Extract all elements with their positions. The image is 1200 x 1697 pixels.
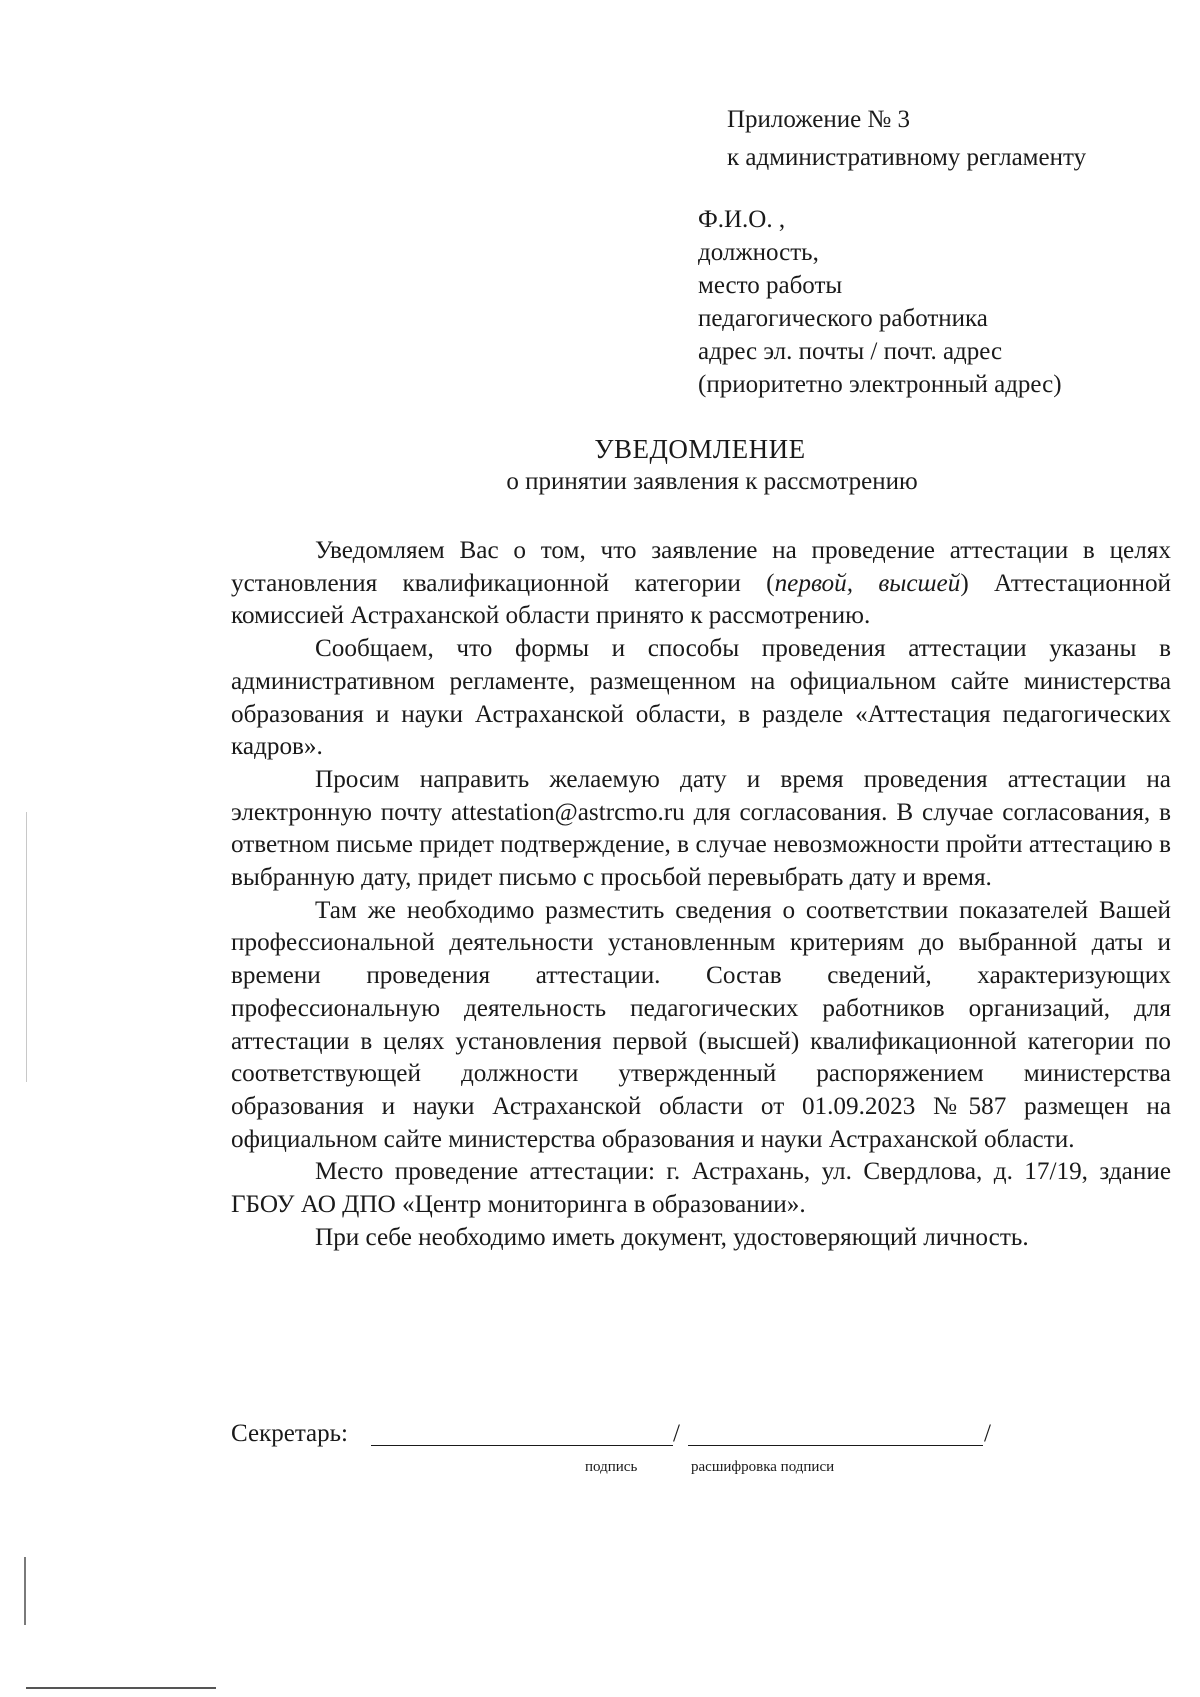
signature-line — [371, 1445, 673, 1446]
appendix-note — [727, 101, 1086, 177]
secretary-label: Секретарь: — [231, 1420, 348, 1447]
signature-end-slash: / — [984, 1420, 991, 1447]
recipient-position: должность, — [698, 239, 819, 266]
paragraph-6: При себе необходимо иметь документ, удостоверяющий личность. — [315, 1223, 1029, 1251]
title-block — [230, 432, 1170, 498]
document-subtitle: о принятии заявления к рассмотрению — [506, 468, 918, 495]
recipient-name: Ф.И.О. , — [698, 206, 786, 233]
recipient-block — [698, 203, 1062, 401]
paragraph-1-text-a: Уведомляем Вас о том, что заявление на проведение аттестации в целях установления квалификационной категории ( — [231, 537, 1171, 597]
signature-decoding-caption: расшифровка подписи — [691, 1459, 835, 1475]
scan-edge-mark — [26, 812, 27, 1082]
recipient-address: адрес эл. почты / почт. адрес — [698, 338, 1003, 365]
paragraph-4: Там же необходимо разместить сведения о соответствии показателей Вашей профессиональной деятельности установленным критериям до выбранной даты и времени проведения аттестации. Состав сведений, характеризующих профессиональную деятельность педагогических работников организаций, для аттестации в целях установления первой (высшей) квалификационной категории по соответствующей должности утвержденный распоряжением министерства образования и науки Астраханской области от 01.09.2023 №587 размещен на официальном сайте министерства образования и науки Астраханской области. — [231, 896, 1171, 1153]
paragraph-1-emphasis-highest: высшей — [878, 569, 961, 597]
appendix-line-2: к административному регламенту — [727, 144, 1087, 171]
appendix-line-1: Приложение № 3 — [727, 106, 911, 133]
recipient-address-note: (приоритетно электронный адрес) — [698, 371, 1062, 398]
signature-block — [231, 1418, 1131, 1478]
signature-caption: подпись — [585, 1459, 638, 1475]
signature-separator: / — [673, 1420, 680, 1447]
recipient-workplace: место работы — [698, 272, 843, 299]
paragraph-5: Место проведение аттестации: г. Астрахань, ул. Свердлова, д. 17/19, здание ГБОУ АО ДПО «Центр мониторинга в образовании». — [231, 1158, 1171, 1219]
paragraph-1 — [231, 535, 1171, 633]
paragraph-1-emphasis-first: первой, — [774, 569, 854, 597]
paragraph-3: Просим направить желаемую дату и время проведения аттестации на электронную почту attestation@astrcmo.ru для согласования. В случае согласования, в ответном письме придет подтверждение, в случае невозможности пройти аттестацию в выбранную дату, придет письмо с просьбой перевыбрать дату и время. — [231, 765, 1171, 892]
scan-edge-mark — [26, 1687, 216, 1689]
paragraph-2: Сообщаем, что формы и способы проведения аттестации указаны в административном регламенте, размещенном на официальном сайте министерства образования и науки Астраханской области, в разделе «Аттестация педагогических кадров». — [231, 635, 1171, 761]
scan-edge-mark — [24, 1557, 26, 1625]
document-title: УВЕДОМЛЕНИЕ — [594, 434, 806, 464]
recipient-role: педагогического работника — [698, 305, 988, 332]
paragraph-1-text-b: ) Аттестационной комиссией Астраханской области принято к рассмотрению. — [231, 569, 1172, 630]
letter-body — [231, 535, 1171, 1254]
signature-decoding-line — [688, 1445, 983, 1446]
